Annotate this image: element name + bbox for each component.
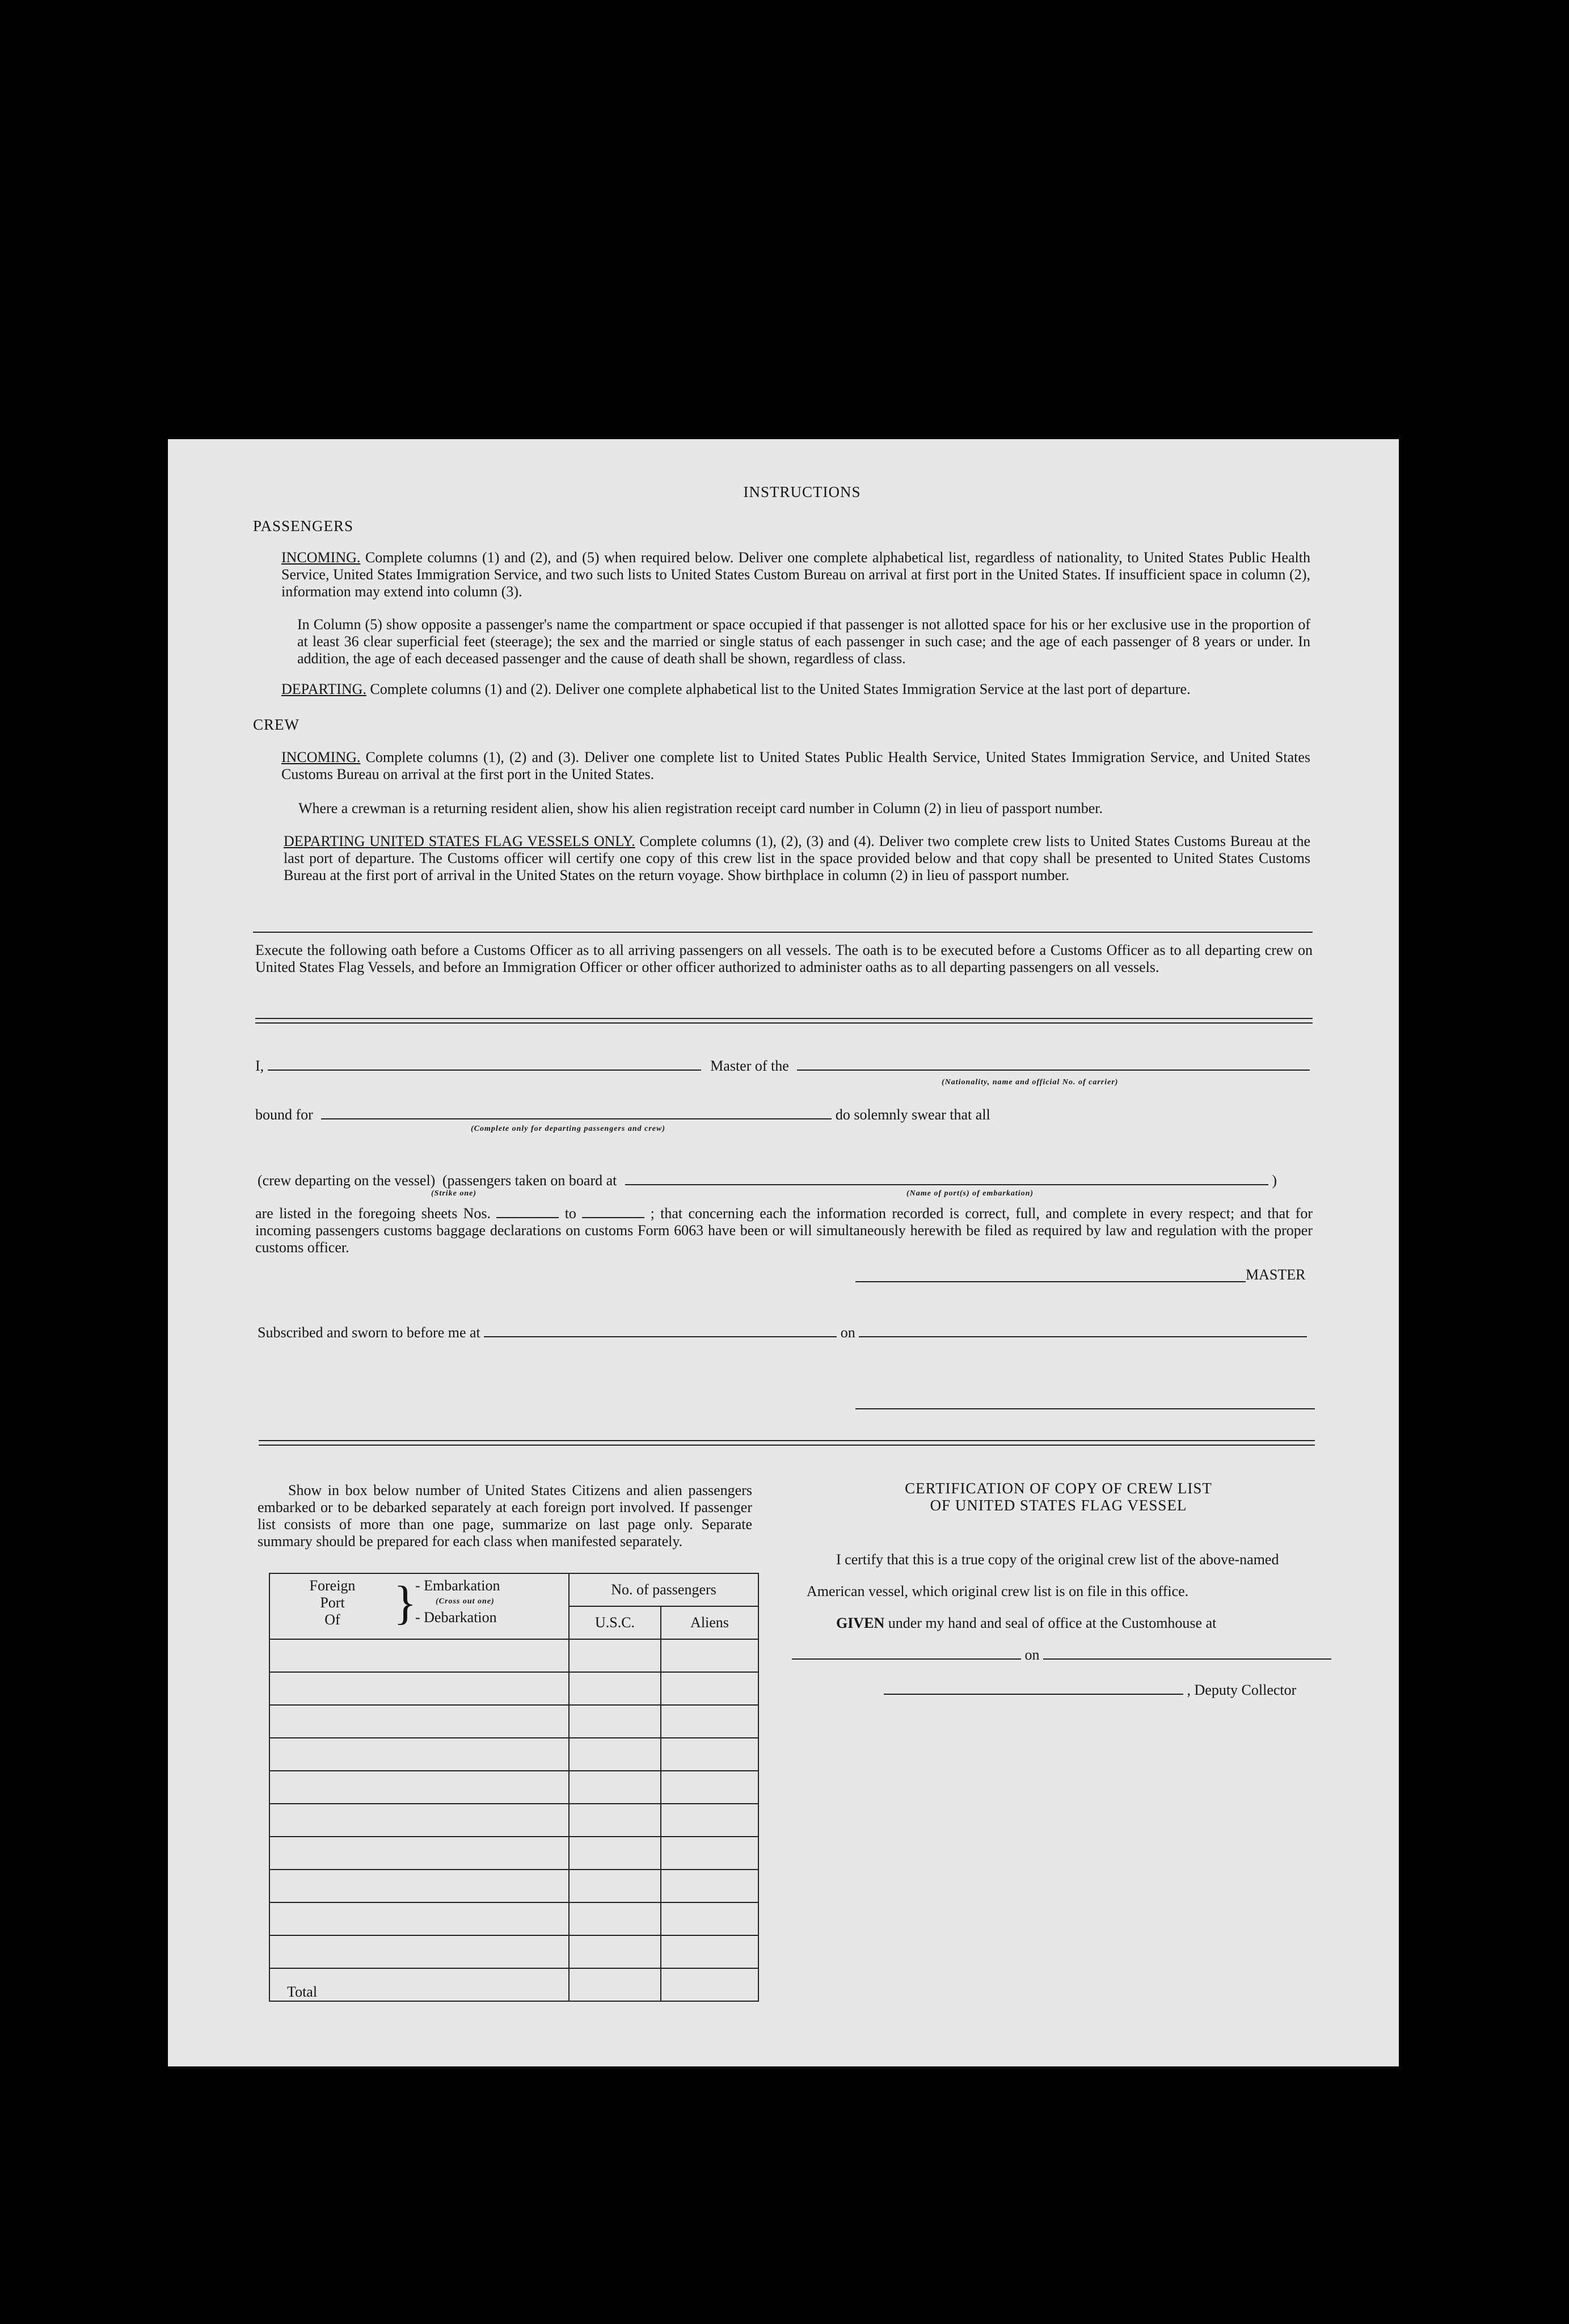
crew-departing-label: DEPARTING UNITED STATES FLAG VESSELS ONLY. bbox=[284, 833, 635, 849]
oath-line-bound bbox=[255, 1106, 1313, 1123]
certification-given-line bbox=[836, 1615, 1216, 1632]
passengers-departing-instructions bbox=[281, 681, 1310, 698]
master-name-field[interactable] bbox=[268, 1070, 701, 1071]
sheet-to-field[interactable] bbox=[582, 1217, 644, 1218]
certification-place-line bbox=[792, 1647, 1331, 1664]
passengers-departing-label: DEPARTING. bbox=[281, 681, 366, 697]
port-label: Port bbox=[320, 1594, 345, 1611]
cert-date-field[interactable] bbox=[1043, 1658, 1331, 1660]
bound-for-field[interactable] bbox=[321, 1118, 832, 1119]
passengers-heading: PASSENGERS bbox=[253, 517, 354, 534]
foreign-port-header bbox=[269, 1573, 569, 1639]
embarkation-label: - Embarkation bbox=[415, 1577, 500, 1594]
bound-hint: (Complete only for departing passengers and crew) bbox=[471, 1125, 665, 1133]
port-cell[interactable] bbox=[269, 1639, 569, 1672]
given-text: under my hand and seal of office at the Customhouse at bbox=[888, 1615, 1217, 1631]
aliens-cell[interactable] bbox=[661, 1837, 758, 1870]
total-label: Total bbox=[269, 1968, 569, 2001]
oath-on: on bbox=[840, 1324, 855, 1341]
certification-title-1: CERTIFICATION OF COPY OF CREW LIST bbox=[905, 1480, 1212, 1497]
oath-line-master bbox=[255, 1058, 1313, 1075]
table-row bbox=[269, 1902, 758, 1935]
summary-instructions: Show in box below number of United States Citizens and alien passengers embarked or to be debarked separately at each foreign port involved. If passenger list consists of more than one page, summarize on last page only. Separate summary should be prepared for each class when manifested separately. bbox=[258, 1482, 752, 1550]
deputy-label: , Deputy Collector bbox=[1187, 1682, 1297, 1698]
usc-cell[interactable] bbox=[569, 1837, 661, 1870]
customhouse-field[interactable] bbox=[792, 1658, 1021, 1660]
aliens-cell[interactable] bbox=[661, 1672, 758, 1705]
port-cell[interactable] bbox=[269, 1771, 569, 1804]
usc-cell[interactable] bbox=[569, 1870, 661, 1902]
total-row bbox=[269, 1968, 758, 2001]
master-signature-line[interactable] bbox=[855, 1281, 1246, 1282]
brace-icon: } bbox=[394, 1577, 417, 1630]
oath-swear: do solemnly swear that all bbox=[835, 1106, 990, 1123]
table-row bbox=[269, 1870, 758, 1902]
deputy-collector-line bbox=[884, 1682, 1296, 1699]
port-cell[interactable] bbox=[269, 1902, 569, 1935]
crew-incoming-instructions bbox=[281, 749, 1310, 783]
nationality-hint: (Nationality, name and official No. of carrier) bbox=[942, 1078, 1119, 1087]
aliens-cell[interactable] bbox=[661, 1870, 758, 1902]
cert-on-label: on bbox=[1024, 1647, 1040, 1663]
column5-instructions: In Column (5) show opposite a passenger's name the compartment or space occupied if that passenger is not allotted space for his or her exclusive use in the proportion of at least 36 clear superficial feet (steerage); the sex and the married or single status of each passenger in such case; and the age of each passenger of 8 years or under. In addition, the age of each deceased passenger and the cause of death shall be shown, regardless of class. bbox=[297, 616, 1310, 667]
table-row bbox=[269, 1804, 758, 1837]
foreign-label: Foreign bbox=[309, 1577, 356, 1594]
oath-line-subscribed bbox=[258, 1324, 1315, 1341]
table-row bbox=[269, 1837, 758, 1870]
double-rule bbox=[259, 1440, 1315, 1446]
given-label: GIVEN bbox=[836, 1615, 885, 1631]
divider bbox=[253, 932, 1313, 933]
oath-passengers-taken: (passengers taken on board at bbox=[442, 1172, 617, 1189]
officer-signature-line[interactable] bbox=[855, 1408, 1315, 1409]
oath-bound-for: bound for bbox=[255, 1106, 313, 1123]
usc-cell[interactable] bbox=[569, 1771, 661, 1804]
sworn-date-field[interactable] bbox=[859, 1336, 1307, 1337]
usc-total-cell[interactable] bbox=[569, 1968, 661, 2001]
table-row bbox=[269, 1738, 758, 1771]
table-row bbox=[269, 1935, 758, 1968]
table-header-row bbox=[269, 1573, 758, 1606]
strike-one-hint: (Strike one) bbox=[431, 1189, 477, 1198]
crew-incoming-text: Complete columns (1), (2) and (3). Deliver one complete list to United States Public Health Service, United States Immigration Service, and United States Customs Bureau on arrival at the first port in the United States. bbox=[281, 749, 1311, 782]
usc-cell[interactable] bbox=[569, 1639, 661, 1672]
sheet-from-field[interactable] bbox=[496, 1217, 559, 1218]
usc-cell[interactable] bbox=[569, 1804, 661, 1837]
oath-intro: Execute the following oath before a Customs Officer as to all arriving passengers on all vessels. The oath is to be executed before a Customs Officer as to all departing crew on United States Flag Vessels, and before an Immigration Officer or other officer authorized to administer oaths as to all departing passengers on all vessels. bbox=[255, 942, 1313, 975]
oath-listed-to: to bbox=[564, 1205, 576, 1222]
document-page bbox=[168, 439, 1399, 2066]
port-cell[interactable] bbox=[269, 1672, 569, 1705]
oath-i-label: I, bbox=[255, 1058, 264, 1074]
table-row bbox=[269, 1771, 758, 1804]
oath-listed-2: ; that concerning each the information recorded is correct, full, and complete in every respect; and that for incoming passengers customs baggage declarations on customs Form 6063 have been or will simultaneously herewith be filed as required by law and regulation with the proper customs officer. bbox=[255, 1205, 1313, 1256]
port-cell[interactable] bbox=[269, 1935, 569, 1968]
double-rule bbox=[255, 1018, 1313, 1024]
crew-resident-instructions: Where a crewman is a returning resident alien, show his alien registration receipt card number in Column (2) in lieu of passport number. bbox=[298, 800, 1103, 816]
port-cell[interactable] bbox=[269, 1705, 569, 1738]
vessel-name-field[interactable] bbox=[797, 1070, 1310, 1071]
port-cell[interactable] bbox=[269, 1804, 569, 1837]
usc-cell[interactable] bbox=[569, 1738, 661, 1771]
sworn-place-field[interactable] bbox=[484, 1336, 837, 1337]
certification-text-1: I certify that this is a true copy of the original crew list of the above-named bbox=[836, 1551, 1279, 1568]
passenger-summary-table bbox=[269, 1573, 759, 2002]
aliens-cell[interactable] bbox=[661, 1639, 758, 1672]
aliens-header: Aliens bbox=[661, 1606, 758, 1639]
master-label: MASTER bbox=[1246, 1266, 1306, 1283]
crew-departing-instructions bbox=[284, 833, 1310, 884]
table-row bbox=[269, 1705, 758, 1738]
crew-incoming-label: INCOMING. bbox=[281, 749, 361, 765]
crew-heading: CREW bbox=[253, 716, 300, 733]
certification-text-2: American vessel, which original crew list is on file in this office. bbox=[807, 1583, 1189, 1599]
page-title: INSTRUCTIONS bbox=[743, 483, 861, 500]
table-row bbox=[269, 1672, 758, 1705]
port-hint: (Name of port(s) of embarkation) bbox=[906, 1189, 1034, 1198]
usc-cell[interactable] bbox=[569, 1705, 661, 1738]
aliens-cell[interactable] bbox=[661, 1771, 758, 1804]
usc-cell[interactable] bbox=[569, 1902, 661, 1935]
port-field[interactable] bbox=[625, 1184, 1268, 1185]
usc-cell[interactable] bbox=[569, 1935, 661, 1968]
no-of-passengers-header: No. of passengers bbox=[569, 1573, 758, 1606]
table-row bbox=[269, 1639, 758, 1672]
oath-line-crew bbox=[258, 1172, 1315, 1189]
passengers-incoming-label: INCOMING. bbox=[281, 549, 361, 566]
aliens-cell[interactable] bbox=[661, 1902, 758, 1935]
usc-cell[interactable] bbox=[569, 1672, 661, 1705]
oath-crew-departing: (crew departing on the vessel) bbox=[258, 1172, 436, 1189]
aliens-cell[interactable] bbox=[661, 1738, 758, 1771]
crew-departing-text: Complete columns (1), (2), (3) and (4). Deliver two complete crew lists to United States Customs Bureau at the last port of departure. The Customs officer will certify one copy of this crew list in the space provided below and that copy shall be presented to United States Customs Bureau at the first port of arrival in the United States on the return voyage. Show birthplace in column (2) in lieu of passport number. bbox=[284, 833, 1311, 883]
debarkation-label: - Debarkation bbox=[415, 1609, 497, 1626]
oath-listed-paragraph bbox=[255, 1205, 1313, 1256]
aliens-cell[interactable] bbox=[661, 1935, 758, 1968]
oath-listed-1: are listed in the foregoing sheets Nos. bbox=[255, 1205, 491, 1222]
aliens-cell[interactable] bbox=[661, 1705, 758, 1738]
passengers-incoming-text: Complete columns (1) and (2), and (5) when required below. Deliver one complete alphabetical list, regardless of nationality, to United States Public Health Service, United States Immigration Service, and two such lists to United States Custom Bureau on arrival at first port in the United States. If insufficient space in column (2), information may extend into column (3). bbox=[281, 549, 1310, 600]
oath-subscribed: Subscribed and sworn to before me at bbox=[258, 1324, 480, 1341]
deputy-signature-field[interactable] bbox=[884, 1694, 1183, 1695]
cross-out-hint: (Cross out one) bbox=[436, 1597, 495, 1606]
port-cell[interactable] bbox=[269, 1837, 569, 1870]
aliens-cell[interactable] bbox=[661, 1804, 758, 1837]
passengers-departing-text: Complete columns (1) and (2). Deliver one complete alphabetical list to the United States Immigration Service at the last port of departure. bbox=[370, 681, 1191, 697]
usc-header: U.S.C. bbox=[569, 1606, 661, 1639]
aliens-total-cell[interactable] bbox=[661, 1968, 758, 2001]
oath-master-of: Master of the bbox=[710, 1058, 789, 1074]
certification-title-2: OF UNITED STATES FLAG VESSEL bbox=[930, 1497, 1187, 1514]
port-cell[interactable] bbox=[269, 1738, 569, 1771]
of-label: Of bbox=[324, 1611, 340, 1628]
passengers-incoming-instructions bbox=[281, 549, 1310, 600]
port-cell[interactable] bbox=[269, 1870, 569, 1902]
oath-close-paren: ) bbox=[1272, 1172, 1277, 1189]
